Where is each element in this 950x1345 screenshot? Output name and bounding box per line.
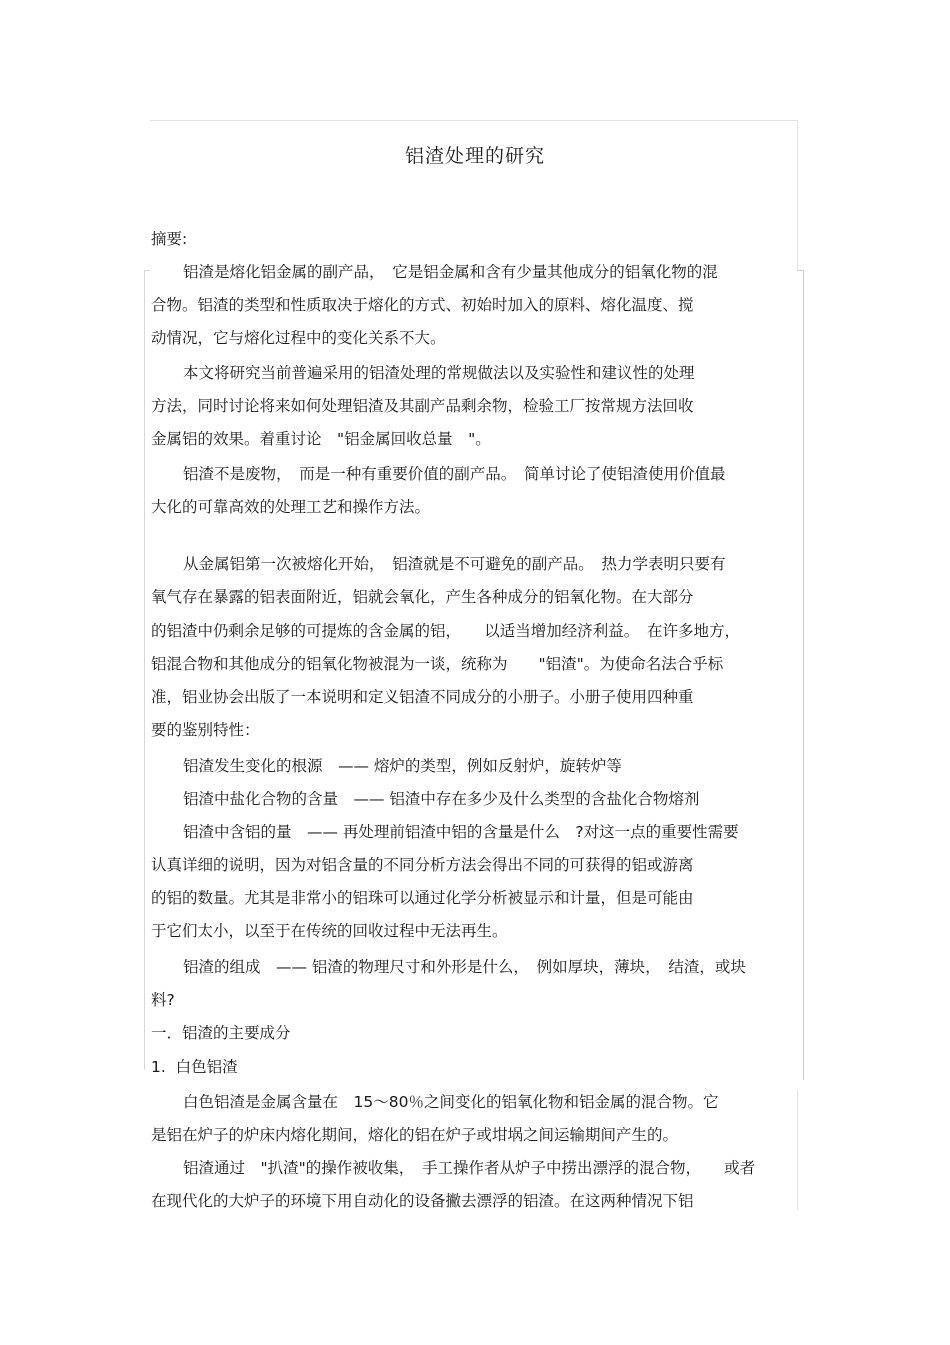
text-line: 认真详细的说明，因为对铝含量的不同分析方法会得出不同的可获得的铝或游离 [151,856,694,874]
text-line: 料? [151,991,175,1009]
inner-frame-left [144,270,145,1070]
text-line: 铝渣中盐化合物的含量 —— 铝渣中存在多少及什么类型的含盐化合物熔剂 [183,790,700,808]
text-line: 于它们太小，以至于在传统的回收过程中无法再生。 [151,922,508,940]
abstract-label: 摘要: [151,230,188,248]
text-line: 铝渣是熔化铝金属的副产品， 它是铝金属和含有少量其他成分的铝氧化物的混 [183,263,718,281]
text-line: 金属铝的效果。着重讨论 "铝金属回收总量 "。 [151,430,491,448]
section-heading: 一．铝渣的主要成分 [151,1024,291,1042]
text-line: 氧气存在暴露的铝表面附近，铝就会氧化，产生各种成分的铝氧化物。在大部分 [151,588,694,606]
text-line: 动情况，它与熔化过程中的变化关系不大。 [151,329,446,347]
text-line: 本文将研究当前普遍采用的铝渣处理的常规做法以及实验性和建议性的处理 [183,364,695,382]
text-line: 铝渣发生变化的根源 —— 熔炉的类型，例如反射炉，旋转炉等 [183,757,622,775]
text-line: 准，铝业协会出版了一本说明和定义铝渣不同成分的小册子。小册子使用四种重 [151,688,694,706]
page-frame-right-lower [797,1090,798,1210]
text-line: 的铝渣中仍剩余足够的可提炼的含金属的铝， 以适当增加经济利益。 在许多地方， [151,622,741,640]
text-line: 合物。铝渣的类型和性质取决于熔化的方式、初始时加入的原料、熔化温度、搅 [151,296,694,314]
text-line: 铝渣中含铝的量 —— 再处理前铝渣中铝的含量是什么 ?对这一点的重要性需要 [183,823,739,841]
text-line: 方法，同时讨论将来如何处理铝渣及其副产品剩余物，检验工厂按常规方法回收 [151,397,694,415]
text-line: 铝渣不是废物， 而是一种有重要价值的副产品。 简单讨论了使铝渣使用价值最 [183,465,726,483]
document-title: 铝渣处理的研究 [404,145,545,167]
text-line: 白色铝渣是金属含量在 15～80％之间变化的铝氧化物和铝金属的混合物。它 [183,1093,719,1111]
page-frame-top [150,120,798,121]
text-line: 铝混合物和其他成分的铝氧化物被混为一谈，统称为 "铝渣"。为使命名法合乎标 [151,655,724,673]
inner-frame-right [803,270,804,1080]
text-line: 要的鉴别特性： [151,721,260,739]
text-line: 的铝的数量。尤其是非常小的铝珠可以通过化学分析被显示和计量，但是可能由 [151,889,694,907]
text-line: 是铝在炉子的炉床内熔化期间，熔化的铝在炉子或坩埚之间运输期间产生的。 [151,1126,679,1144]
text-line: 大化的可靠高效的处理工艺和操作方法。 [151,498,431,516]
text-line: 从金属铝第一次被熔化开始， 铝渣就是不可避免的副产品。 热力学表明只要有 [183,555,726,573]
subsection-heading: 1. 白色铝渣 [151,1058,238,1076]
text-line: 铝渣通过 "扒渣"的操作被收集， 手工操作者从炉子中捞出漂浮的混合物， 或者 [183,1159,756,1177]
text-line: 在现代化的大炉子的环境下用自动化的设备撇去漂浮的铝渣。在这两种情况下铝 [151,1192,694,1210]
text-line: 铝渣的组成 —— 铝渣的物理尺寸和外形是什么， 例如厚块，薄块， 结渣，或块 [183,958,746,976]
